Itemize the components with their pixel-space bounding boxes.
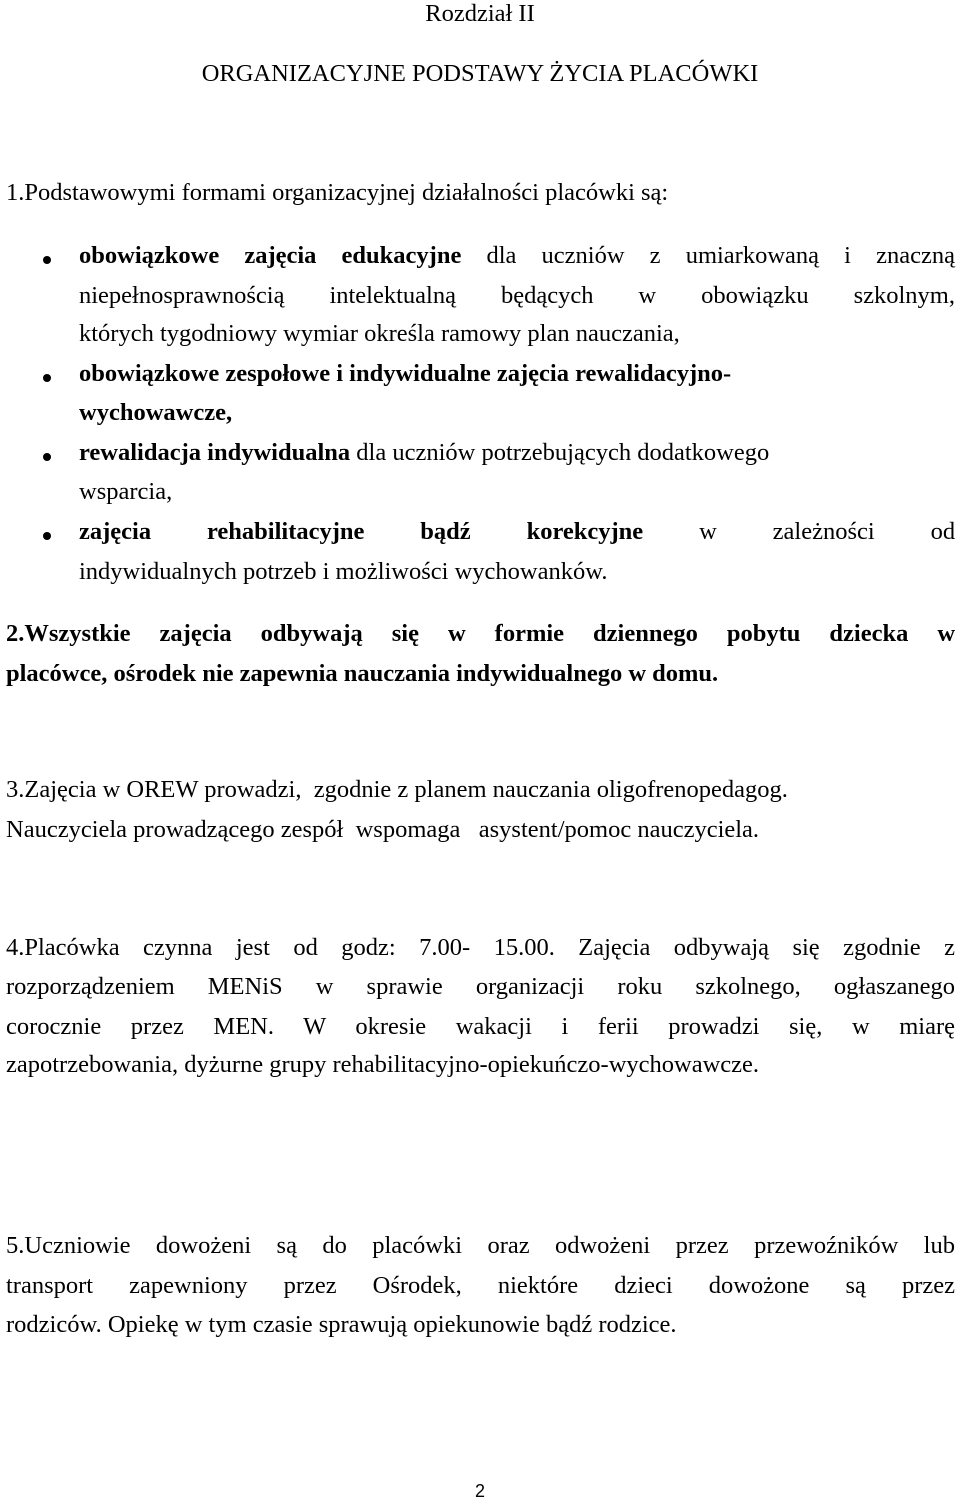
section-5-line-3: rodziców. Opiekę w tym czasie sprawują opiekunowie bądź rodzice. xyxy=(6,1311,677,1338)
section-1-intro: 1.Podstawowymi formami organizacyjnej działalności placówki są: xyxy=(6,179,669,206)
list-item-4-word: zależności xyxy=(772,518,875,545)
section-2-line-1 xyxy=(6,618,955,650)
section-2-word: dziecka xyxy=(829,620,909,647)
section-4-line-1: 4.Placówka czynna jest od godz: 7.00- 15.00. Zajęcia odbywają się zgodnie z xyxy=(6,934,955,961)
list-item-1-line-3: których tygodniowy wymiar określa ramowy plan nauczania, xyxy=(79,320,680,347)
list-item-4-word: rehabilitacyjne xyxy=(206,518,365,545)
section-2-word: odbywają xyxy=(260,620,363,647)
list-item-3-text: dla uczniów potrzebujących dodatkowego xyxy=(350,439,770,466)
list-item-4-word: korekcyjne xyxy=(526,518,644,545)
section-3-line-2: Nauczyciela prowadzącego zespół wspomaga asystent/pomoc nauczyciela. xyxy=(6,816,760,843)
list-item-4-line-2: indywidualnych potrzeb i możliwości wychowanków. xyxy=(79,558,608,585)
section-2-word: w xyxy=(447,620,466,647)
list-item-1-bold: obowiązkowe zajęcia edukacyjne xyxy=(79,242,462,269)
section-2-word: w xyxy=(937,620,956,647)
list-item-1-line-1 xyxy=(79,240,955,272)
list-item-4-word: bądź xyxy=(420,518,471,545)
list-item-1-text: dla uczniów z umiarkowaną i znaczną xyxy=(461,242,955,269)
list-item-3-line-2: wsparcia, xyxy=(79,478,173,505)
list-item-2-line-2: wychowawcze, xyxy=(79,399,233,426)
list-item-3-line-1 xyxy=(79,437,769,469)
section-2-word: dziennego xyxy=(593,620,698,647)
section-2-word: pobytu xyxy=(726,620,801,647)
list-item-4-line-1 xyxy=(79,516,955,548)
chapter-heading: Rozdział II xyxy=(425,0,535,27)
bullet-icon xyxy=(43,532,51,540)
section-4-line-3: corocznie przez MEN. W okresie wakacji i ferii prowadzi się, w miarę xyxy=(6,1013,955,1040)
section-2-line-2: placówce, ośrodek nie zapewnia nauczania indywidualnego w domu. xyxy=(6,660,719,687)
bullet-icon xyxy=(43,256,51,264)
section-2-word: 2.Wszystkie xyxy=(6,620,131,647)
section-2-word: zajęcia xyxy=(159,620,232,647)
page-title: ORGANIZACYJNE PODSTAWY ŻYCIA PLACÓWKI xyxy=(201,60,759,87)
section-2-word: się xyxy=(391,620,419,647)
section-3-line-1: 3.Zajęcia w OREW prowadzi, zgodnie z planem nauczania oligofrenopedagog. xyxy=(6,776,788,803)
list-item-4-word: od xyxy=(930,518,956,545)
section-4-line-2: rozporządzeniem MENiS w sprawie organizacji roku szkolnego, ogłaszanego xyxy=(6,973,955,1000)
list-item-1-line-2: niepełnosprawnością intelektualną będących w obowiązku szkolnym, xyxy=(79,282,955,309)
section-5-line-2: transport zapewniony przez Ośrodek, niektóre dzieci dowożone są przez xyxy=(6,1272,955,1299)
list-item-4-word: w xyxy=(699,518,717,545)
section-4-line-4: zapotrzebowania, dyżurne grupy rehabilitacyjno-opiekuńczo-wychowawcze. xyxy=(6,1051,760,1078)
section-5-line-1: 5.Uczniowie dowożeni są do placówki oraz odwożeni przez przewoźników lub xyxy=(6,1232,955,1259)
page-number: 2 xyxy=(474,1481,485,1501)
list-item-2-line-1: obowiązkowe zespołowe i indywidualne zajęcia rewalidacyjno- xyxy=(79,360,732,387)
list-item-3-bold: rewalidacja indywidualna xyxy=(79,439,351,466)
list-item-4-word: zajęcia xyxy=(79,518,152,545)
bullet-icon xyxy=(43,453,51,461)
section-2-word: formie xyxy=(494,620,565,647)
bullet-icon xyxy=(43,374,51,382)
